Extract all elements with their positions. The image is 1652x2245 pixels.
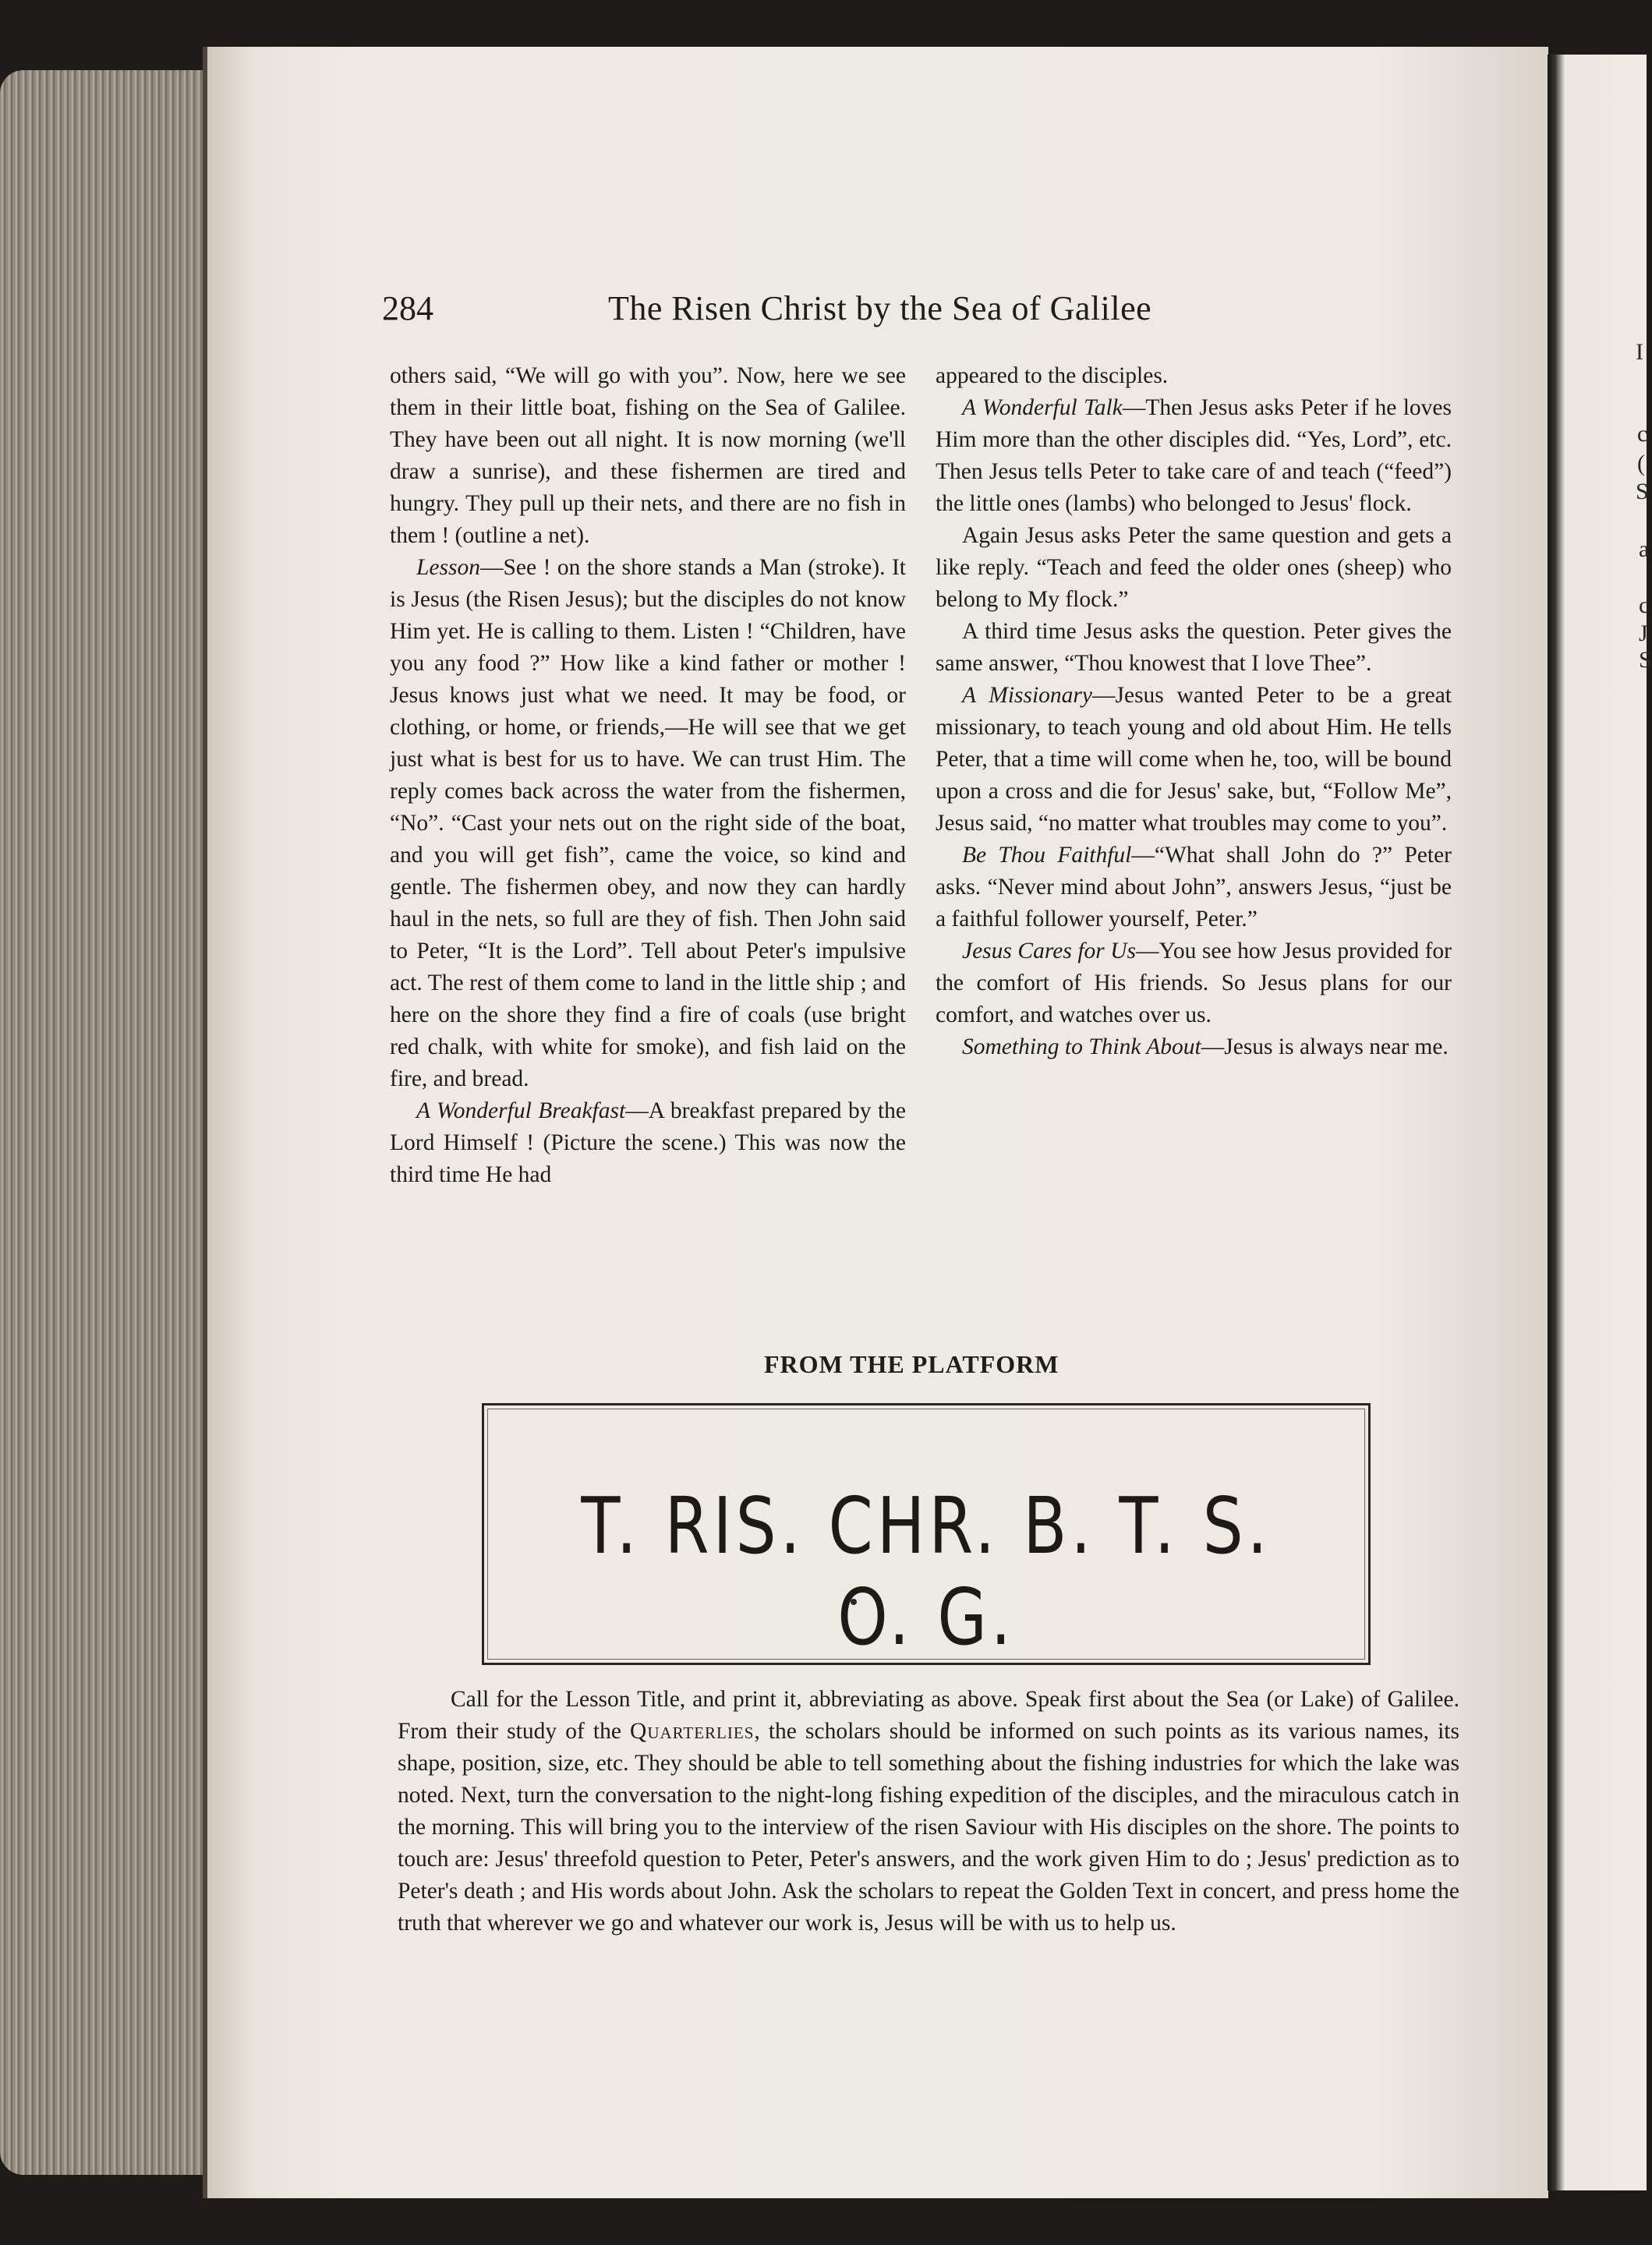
section-label: A Wonderful Breakfast (416, 1098, 626, 1123)
paragraph-text: —Then Jesus asks Peter if he loves Him more than the other disciples did. “Yes, Lord”, etc. Then Jesus tells Peter to take care of and teach (“feed”) the little ones (lambs) who belonged to Jesus' flock. (936, 395, 1452, 516)
facing-page-fragment: S (1639, 647, 1652, 673)
right-column (936, 360, 1452, 1063)
right-paragraph (936, 935, 1452, 1031)
paragraph-text: , the scholars should be informed on such points as its various names, its shape, position, size, etc. They should be able to tell something about the fishing industries for which the lake was noted. Next, turn the conversation to the night-long fishing expedition of the disciples, and the miraculous catch in the morning. This will bring you to the interview of the risen Saviour with His disciples on the shore. The points to touch are: Jesus' threefold question to Peter, Peter's answers, and the work given Him to do ; Jesus' prediction as to Peter's death ; and His words about John. Ask the scholars to repeat the Golden Text in concert, and press home the truth that wherever we go and whatever our work is, Jesus will be with us to help us. (398, 1719, 1459, 1936)
section-label: A Missionary (962, 683, 1092, 708)
right-paragraph: A third time Jesus asks the question. Peter gives the same answer, “Thou knowest that I love Thee”. (936, 619, 1452, 676)
right-paragraph: appeared to the disciples. (936, 363, 1169, 388)
facing-page-fragment: c (1637, 421, 1648, 447)
right-paragraph (936, 680, 1452, 840)
right-paragraph (936, 392, 1452, 520)
right-paragraph (936, 840, 1452, 935)
facing-page-fragment: J (1639, 620, 1648, 646)
ink-dot (851, 1599, 857, 1605)
left-paragraph (390, 1095, 906, 1191)
platform-instructions (398, 1684, 1459, 1939)
paragraph-text: —Jesus wanted Peter to be a great missionary, to teach young and old about Him. He tells Peter, that a time will come when he, too, will be bound upon a cross and die for Jesus' sake, but, “Follow Me”, Jesus said, “no matter what troubles may come to you”. (936, 683, 1452, 836)
blackboard-box (482, 1403, 1371, 1665)
paragraph-text: —See ! on the shore stands a Man (stroke). It is Jesus (the Risen Jesus); but the disciples do not know Him yet. He is calling to them. Listen ! “Children, have you any food ?” How like a kind father or mother ! Jesus knows just what we need. It may be food, or clothing, or home, or friends,—He will see that we get just what is best for us to have. We can trust Him. The reply comes back across the water from the fishermen, “No”. “Cast your nets out on the right side of the boat, and you will get fish”, came the voice, so kind and gentle. The fishermen obey, and now they can hardly haul in the nets, so full are they of fish. Then John said to Peter, “It is the Lord”. Tell about Peter's impulsive act. The rest of them come to land in the little ship ; and here on the shore they find a fire of coals (use bright red chalk, with white for smoke), and fish laid on the fire, and bread. (390, 555, 906, 1091)
section-label: Something to Think About (962, 1034, 1201, 1059)
section-label: Be Thou Faithful (962, 843, 1132, 868)
facing-page-edge (1548, 55, 1650, 2190)
facing-page-fragment: I (1636, 339, 1643, 365)
section-label: Jesus Cares for Us (962, 939, 1137, 963)
lesson-title-acronym: T. RIS. CHR. B. T. S. O. G. (581, 1480, 1272, 1663)
instruction-paragraph (398, 1684, 1459, 1939)
book-page-edges (0, 70, 234, 2175)
paragraph-text: —Jesus is always near me. (1201, 1034, 1449, 1059)
paragraph-text: —“What shall John do ?” Peter asks. “Never mind about John”, answers Jesus, “just be a faithful follower yourself, Peter.” (936, 843, 1452, 932)
page-header (382, 288, 1193, 335)
quarterlies-term: Quarterlies (630, 1719, 755, 1744)
section-label: A Wonderful Talk (962, 395, 1123, 420)
right-paragraph (936, 1031, 1452, 1063)
left-paragraph: others said, “We will go with you”. Now, here we see them in their little boat, fishing on the Sea of Galilee. They have been out all night. It is now morning (we'll draw a sunrise), and these fishermen are tired and hungry. They pull up their nets, and there are no fish in them ! (outline a net). (390, 363, 906, 548)
paragraph-text: —You see how Jesus provided for the comfort of His friends. So Jesus plans for our comfort, and watches over us. (936, 939, 1452, 1027)
left-paragraph (390, 552, 906, 1095)
facing-page-fragment: ( (1637, 451, 1645, 476)
paragraph-text: Call for the Lesson Title, and print it, abbreviating as above. Speak first about the Sea (or Lake) of Galilee. From their study of the (398, 1687, 1459, 1744)
running-title: The Risen Christ by the Sea of Galilee (608, 289, 1152, 327)
page-number: 284 (382, 289, 433, 327)
left-column (390, 360, 906, 1191)
platform-heading: FROM THE PLATFORM (764, 1350, 1059, 1378)
right-paragraph: Again Jesus asks Peter the same question and gets a like reply. “Teach and feed the older ones (sheep) who belong to My flock.” (936, 523, 1452, 612)
facing-page-fragment: S (1636, 479, 1649, 504)
paragraph-text: —A breakfast prepared by the Lord Himself ! (Picture the scene.) This was now the third time He had (390, 1098, 906, 1187)
section-label: Lesson (416, 555, 480, 580)
facing-page-fragment: c (1639, 592, 1650, 618)
facing-page-fragment: a (1639, 536, 1650, 562)
